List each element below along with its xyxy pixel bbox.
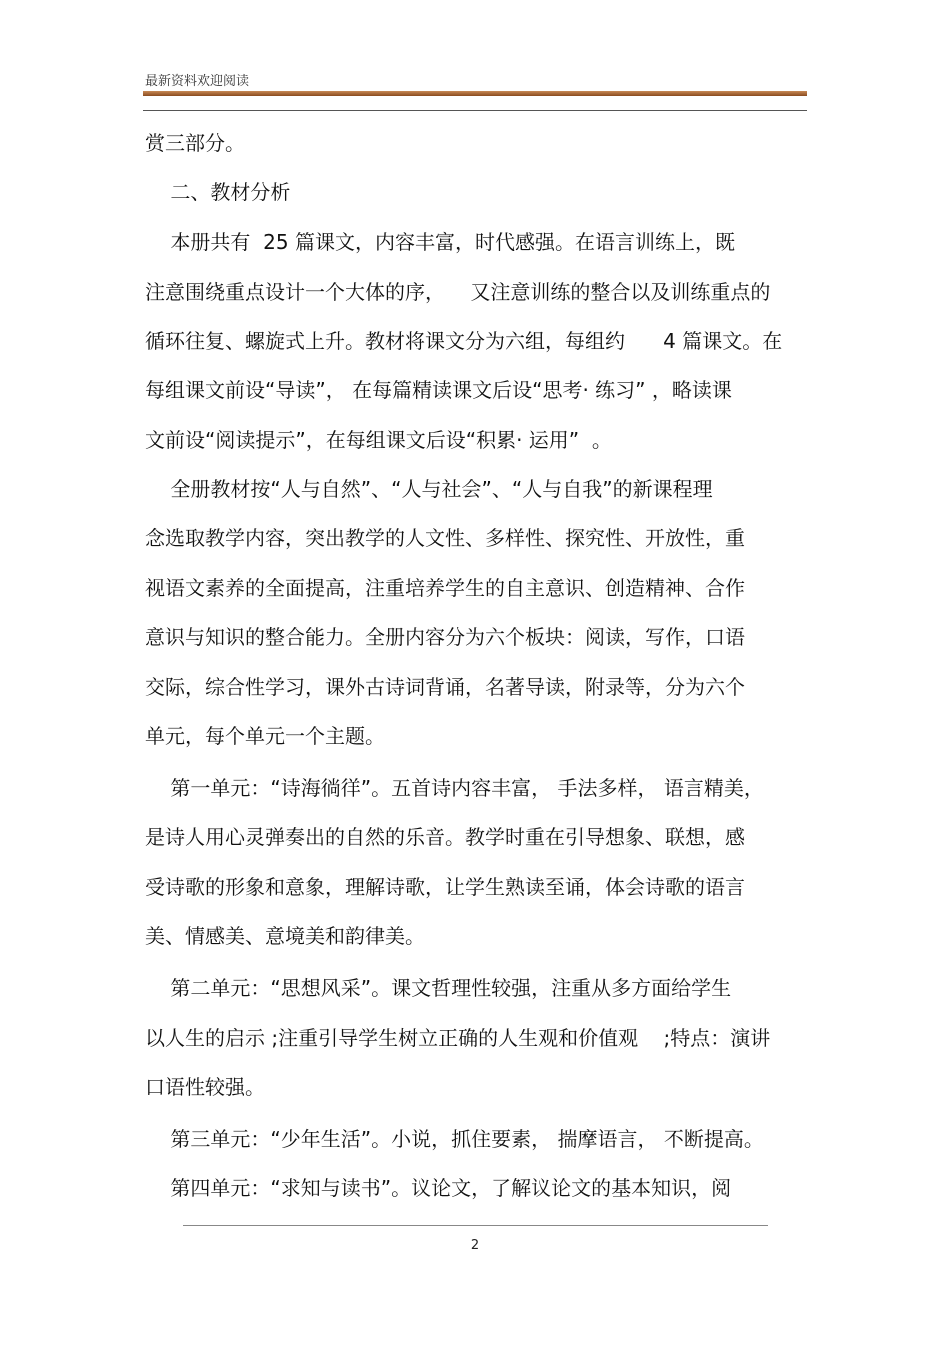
text-line: 第一单元：“诗海徜徉”。五首诗内容丰富， 手法多样， 语言精美， <box>145 776 764 800</box>
text-line: 美、情感美、意境美和韵律美。 <box>145 924 425 948</box>
text-line: 口语性较强。 <box>145 1075 265 1099</box>
text-line: 第三单元：“少年生活”。小说，抓住要素， 揣摩语言， 不断提高。 <box>145 1127 764 1151</box>
text-line: 念选取教学内容，突出教学的人文性、多样性、探究性、开放性，重 <box>145 526 745 550</box>
footer-rule <box>183 1225 768 1226</box>
header-rule-thin <box>143 110 807 111</box>
text-line: 意识与知识的整合能力。全册内容分为六个板块：阅读，写作，口语 <box>145 625 745 649</box>
text-line: 注意围绕重点设计一个大体的序， 又注意训练的整合以及训练重点的 <box>145 280 771 304</box>
page-number: 2 <box>470 1238 480 1253</box>
text-line: 二、教材分析 <box>145 180 291 204</box>
text-line: 每组课文前设“导读”， 在每篇精读课文后设“思考· 练习” ，略读课 <box>145 378 732 402</box>
text-line: 本册共有 25 篇课文，内容丰富，时代感强。在语言训练上，既 <box>145 230 735 254</box>
running-header: 最新资料欢迎阅读 <box>145 74 250 89</box>
text-line: 交际，综合性学习，课外古诗词背诵，名著导读，附录等，分为六个 <box>145 675 745 699</box>
text-line: 是诗人用心灵弹奏出的自然的乐音。教学时重在引导想象、联想，感 <box>145 825 745 849</box>
text-line: 全册教材按“人与自然”、“人与社会”、“人与自我”的新课程理 <box>145 477 713 501</box>
text-line: 受诗歌的形象和意象，理解诗歌，让学生熟读至诵，体会诗歌的语言 <box>145 875 745 899</box>
text-line: 循环往复、螺旋式上升。教材将课文分为六组，每组约 4 篇课文。在 <box>145 329 783 353</box>
text-line: 赏三部分。 <box>145 131 245 155</box>
text-line: 视语文素养的全面提高，注重培养学生的自主意识、创造精神、合作 <box>145 576 745 600</box>
text-line: 文前设“阅读提示”，在每组课文后设“积累· 运用” 。 <box>145 428 612 452</box>
header-rule-thick <box>143 91 807 96</box>
text-line: 以人生的启示 ;注重引导学生树立正确的人生观和价值观 ;特点：演讲 <box>145 1026 771 1050</box>
text-line: 第四单元：“求知与读书”。议论文，了解议论文的基本知识，阅 <box>145 1176 732 1200</box>
text-line: 单元，每个单元一个主题。 <box>145 724 385 748</box>
text-line: 第二单元：“思想风采”。课文哲理性较强，注重从多方面给学生 <box>145 976 732 1000</box>
